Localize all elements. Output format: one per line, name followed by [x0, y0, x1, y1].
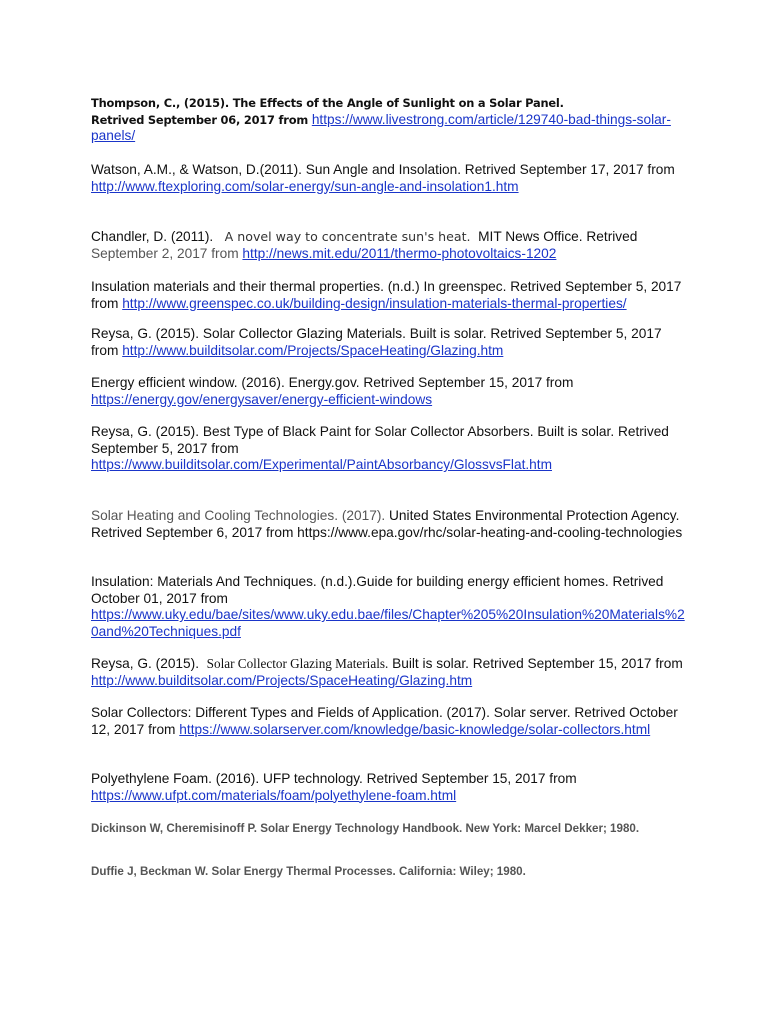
reference-text: Chandler, D. (2011).: [91, 229, 214, 244]
reference-link[interactable]: https://www.ufpt.com/materials/foam/polyethylene-foam.html: [91, 787, 457, 803]
reference-link[interactable]: http://www.builditsolar.com/Projects/SpaceHeating/Glazing.htm: [122, 342, 504, 358]
reference-text: MIT News Office. Retrived: [478, 229, 638, 244]
reference-text: Insulation: Materials And Techniques. (n.d.).Guide for building energy efficient homes. Retrived October 01, 2017 from: [91, 574, 664, 606]
reference-thompson: [91, 95, 691, 145]
reference-title: A novel way to concentrate sun's heat.: [224, 229, 471, 244]
reference-watson: [91, 162, 691, 195]
reference-text: Insulation materials and their thermal properties. (n.d.) In greenspec. Retrived September 5, 2017 from: [91, 279, 682, 311]
reference-title: Solar Collector Glazing Materials.: [206, 656, 389, 671]
reference-title: Solar Heating and Cooling Technologies. (2017).: [91, 508, 386, 523]
reference-text: Reysa, G. (2015). Solar Collector Glazing Materials. Built is solar. Retrived September 5, 2017 from: [91, 326, 662, 358]
reference-reysa-glazing: [91, 326, 691, 359]
reference-link[interactable]: http://news.mit.edu/2011/thermo-photovoltaics-1202: [242, 245, 557, 261]
reference-text: Reysa, G. (2015).: [91, 656, 200, 671]
reference-link[interactable]: https://energy.gov/energysaver/energy-efficient-windows: [91, 391, 433, 407]
reference-epa: [91, 508, 691, 541]
reference-reysa-paint: [91, 424, 691, 474]
reference-text: Duffie J, Beckman W. Solar Energy Thermal Processes. California: Wiley; 1980.: [91, 865, 526, 878]
reference-duffie: [91, 864, 691, 879]
reference-link[interactable]: https://www.uky.edu/bae/sites/www.uky.edu.bae/files/Chapter%205%20Insulation%20Materials%20and%20Techniques.pdf: [91, 607, 685, 639]
reference-link[interactable]: https://www.livestrong.com/article/129740-bad-things-solar-panels/: [91, 111, 671, 143]
reference-link[interactable]: https://www.solarserver.com/knowledge/basic-knowledge/solar-collectors.html: [179, 721, 651, 737]
reference-uky: [91, 574, 691, 640]
reference-reysa-glazing-2: [91, 656, 691, 689]
reference-chandler: [91, 229, 691, 262]
reference-text: Solar Collectors: Different Types and Fields of Application. (2017). Solar server. Retrived October 12, 2017 from: [91, 705, 678, 737]
reference-text: Built is solar. Retrived September 15, 2017 from: [392, 656, 683, 671]
reference-link[interactable]: https://www.builditsolar.com/Experimental/PaintAbsorbancy/GlossvsFlat.htm: [91, 457, 552, 472]
reference-ufpt: [91, 771, 691, 804]
reference-text: Reysa, G. (2015). Best Type of Black Paint for Solar Collector Absorbers. Built is solar. Retrived September 5, 2017 from: [91, 424, 669, 456]
reference-link[interactable]: http://www.greenspec.co.uk/building-design/insulation-materials-thermal-properties/: [122, 295, 627, 311]
reference-energy-window: [91, 375, 691, 408]
reference-link[interactable]: http://www.builditsolar.com/Projects/SpaceHeating/Glazing.htm: [91, 672, 473, 688]
reference-link[interactable]: http://www.ftexploring.com/solar-energy/sun-angle-and-insolation1.htm: [91, 178, 519, 194]
reference-text: Energy efficient window. (2016). Energy.gov. Retrived September 15, 2017 from: [91, 375, 574, 390]
reference-text: United States Environmental Protection Agency. Retrived September 6, 2017 from https://www.epa.gov/rhc/solar-heating-and-cooling-technologies: [91, 508, 683, 540]
reference-text: Thompson, C., (2015). The Effects of the Angle of Sunlight on a Solar Panel.: [91, 96, 564, 110]
reference-text: Dickinson W, Cheremisinoff P. Solar Energy Technology Handbook. New York: Marcel Dekker; 1980.: [91, 822, 640, 835]
reference-text: Retrived September 06, 2017 from: [91, 112, 308, 127]
reference-text: Polyethylene Foam. (2016). UFP technology. Retrived September 15, 2017 from: [91, 771, 577, 786]
reference-text: September 2, 2017 from: [91, 245, 239, 261]
reference-text: Watson, A.M., & Watson, D.(2011). Sun Angle and Insolation. Retrived September 17, 2017 from: [91, 162, 675, 177]
reference-greenspec: [91, 279, 691, 312]
reference-solarserver: [91, 705, 691, 738]
reference-dickinson: [91, 821, 691, 836]
